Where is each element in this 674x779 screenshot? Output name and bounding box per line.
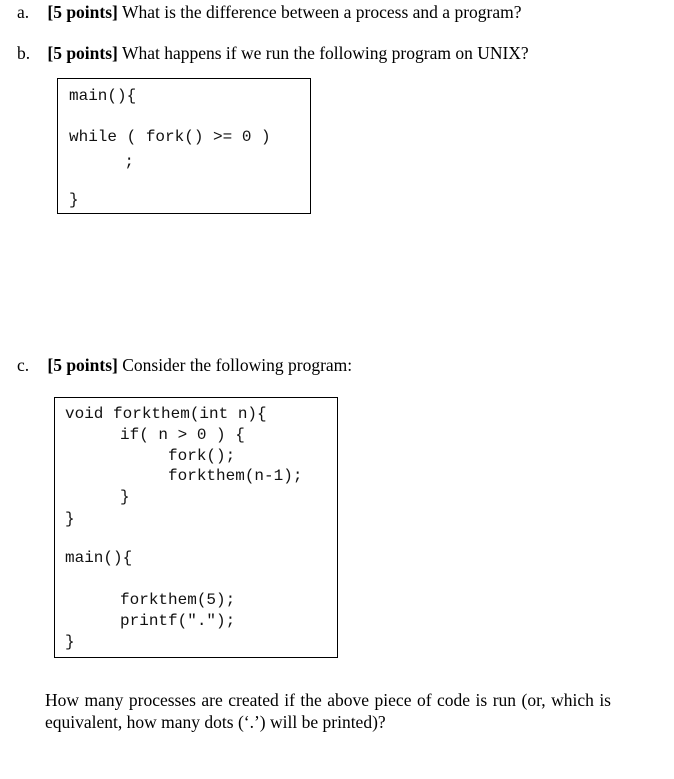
- question-c-followup: How many processes are created if the above piece of code is run (or, which is equivalent, how many dots (‘.’) will be printed)?: [45, 690, 611, 732]
- code-c-line-3: fork();: [72, 447, 236, 465]
- code-c-line-2: if( n > 0 ) {: [72, 426, 245, 444]
- code-c-line-10: }: [65, 633, 75, 651]
- question-b-letter: b.: [17, 43, 31, 63]
- question-a: [17, 1, 522, 23]
- code-b-line-3: ;: [86, 153, 135, 171]
- question-b: [17, 42, 529, 64]
- question-a-points: [5 points]: [47, 2, 118, 22]
- question-a-letter: a.: [17, 2, 30, 22]
- question-a-text: What is the difference between a process and a program?: [121, 2, 522, 22]
- question-b-text: What happens if we run the following program on UNIX?: [121, 43, 529, 63]
- question-c-text: Consider the following program:: [122, 355, 353, 375]
- code-c-line-6: }: [65, 510, 75, 528]
- code-c-line-9: printf(".");: [72, 612, 236, 630]
- question-c-points: [5 points]: [47, 355, 118, 375]
- code-b-line-2: while ( fork() >= 0 ): [69, 128, 271, 146]
- question-b-points: [5 points]: [47, 43, 118, 63]
- code-c-line-5: }: [72, 488, 130, 506]
- question-c-letter: c.: [17, 355, 30, 375]
- code-c-line-8: forkthem(5);: [72, 591, 236, 609]
- question-c: [17, 354, 352, 376]
- code-c-line-7: main(){: [65, 549, 133, 567]
- code-c-line-1: void forkthem(int n){: [65, 405, 267, 423]
- code-b-line-4: }: [69, 191, 79, 209]
- code-c-line-4: forkthem(n-1);: [72, 467, 303, 485]
- code-b-line-1: main(){: [69, 87, 137, 105]
